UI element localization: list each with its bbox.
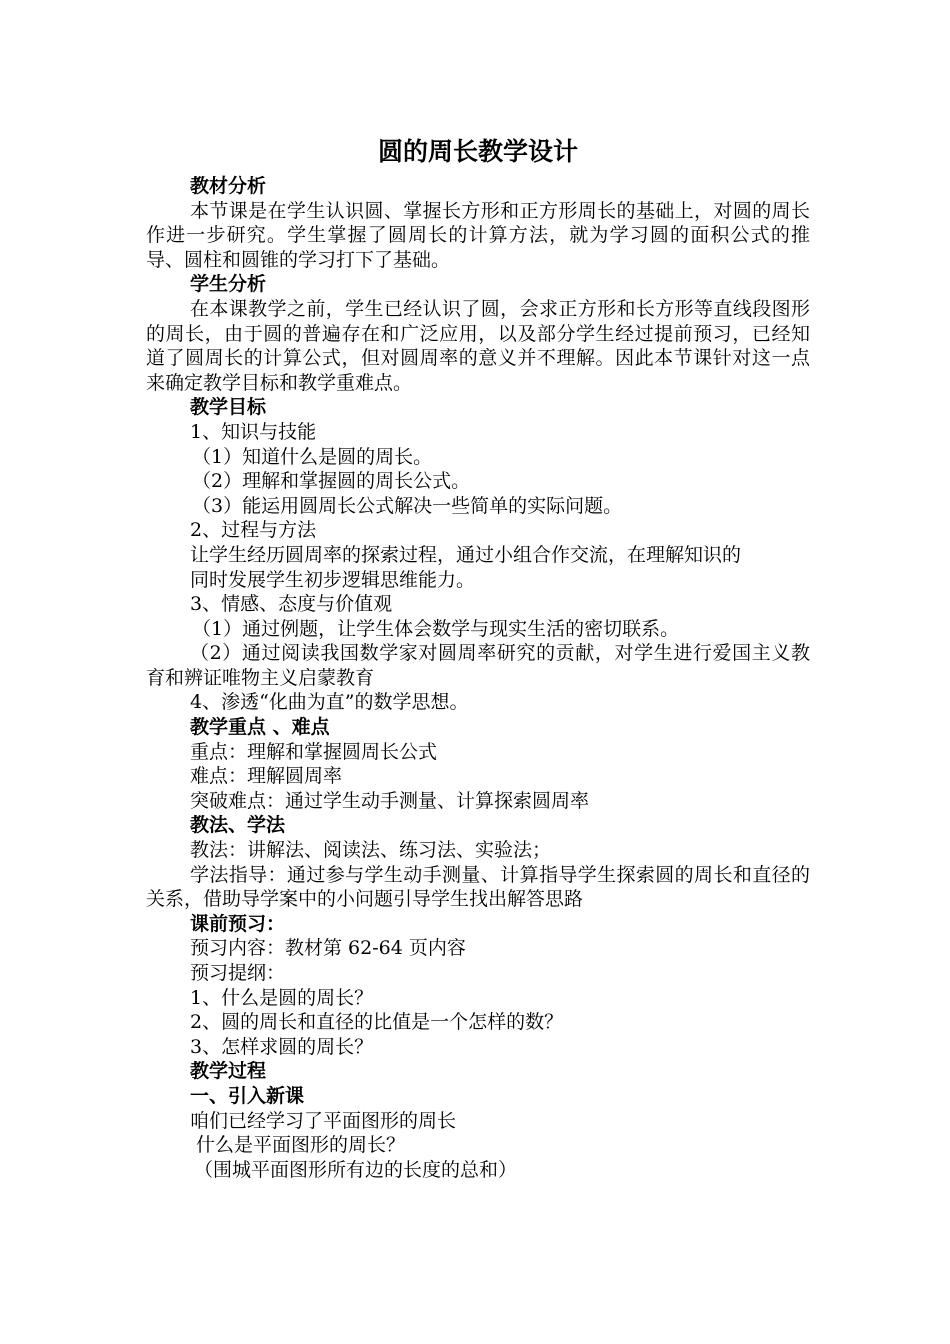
- section-heading-preview: 课前预习：: [190, 912, 286, 935]
- goal-process-text-continued: 同时发展学生初步逻辑思维能力。: [190, 568, 476, 591]
- goal-item-patriotic: （2）通过阅读我国数学家对圆周率研究的贡献，对学生进行爱国主义教育和辨证唯物主义启蒙教育: [146, 642, 810, 689]
- section-heading-student: 学生分析: [190, 273, 267, 296]
- goal-process-method: 2、过程与方法: [190, 519, 317, 542]
- teaching-method: 教法：讲解法、阅读法、练习法、实验法；: [190, 839, 552, 862]
- preview-question: 3、怎样求圆的周长？: [190, 1035, 374, 1058]
- goal-knowledge-skills: 1、知识与技能: [190, 420, 317, 443]
- preview-question: 2、圆的周长和直径的比值是一个怎样的数？: [190, 1011, 564, 1034]
- preview-content: 预习内容：教材第 62-64 页内容: [190, 937, 466, 960]
- intro-line: （围城平面图形所有边的长度的总和）: [194, 1158, 518, 1181]
- section-heading-key-points: 教学重点 、难点: [190, 716, 330, 739]
- goal-process-text: 让学生经历圆周率的探索过程，通过小组合作交流，在理解知识的: [190, 543, 742, 566]
- preview-outline: 预习提纲：: [190, 962, 286, 984]
- goal-item: （3）能运用圆周长公式解决一些简单的实际问题。: [192, 494, 623, 517]
- goal-item: （2）理解和掌握圆的周长公式。: [192, 470, 471, 493]
- goal-emotion-values: 3、情感、态度与价值观: [190, 593, 393, 616]
- section-heading-goals: 教学目标: [190, 396, 267, 419]
- preview-question: 1、什么是圆的周长？: [190, 986, 374, 1009]
- difficult-point: 难点：理解圆周率: [190, 765, 343, 788]
- section-heading-methods: 教法、学法: [190, 814, 286, 837]
- breakthrough-point: 突破难点：通过学生动手测量、计算探索圆周率: [190, 789, 590, 812]
- section-heading-textbook: 教材分析: [190, 175, 267, 197]
- goal-item: （1）通过例题，让学生体会数学与现实生活的密切联系。: [192, 617, 680, 640]
- paragraph-textbook-analysis: 本节课是在学生认识圆、掌握长方形和正方形周长的基础上，对圆的周长作进一步研究。学生掌握了圆周长的计算方法，就为学习圆的面积公式的推导、圆柱和圆锥的学习打下了基础。: [146, 199, 810, 271]
- intro-line: 什么是平面图形的周长？: [190, 1134, 406, 1157]
- document-page: [146, 130, 810, 1182]
- intro-line: 咱们已经学习了平面图形的周长: [190, 1109, 457, 1132]
- paragraph-student-analysis: 在本课教学之前，学生已经认识了圆，会求正方形和长方形等直线段图形的周长，由于圆的普遍存在和广泛应用，以及部分学生经过提前预习，已经知道了圆周长的计算公式，但对圆周率的意义并不理解。因此本节课针对这一点来确定教学目标和教学重难点。: [146, 297, 810, 394]
- section-heading-intro: 一、引入新课: [190, 1084, 305, 1107]
- learning-method: 学法指导：通过参与学生动手测量、计算指导学生探索圆的周长和直径的关系，借助导学案中的小问题引导学生找出解答思路: [146, 863, 810, 911]
- key-point: 重点：理解和掌握圆周长公式: [190, 740, 438, 763]
- goal-math-thinking: 4、渗透“化曲为直”的数学思想。: [190, 691, 469, 714]
- goal-item: （1）知道什么是圆的周长。: [192, 445, 433, 468]
- document-title: 圆的周长教学设计: [377, 137, 578, 166]
- section-heading-process: 教学过程: [190, 1060, 267, 1083]
